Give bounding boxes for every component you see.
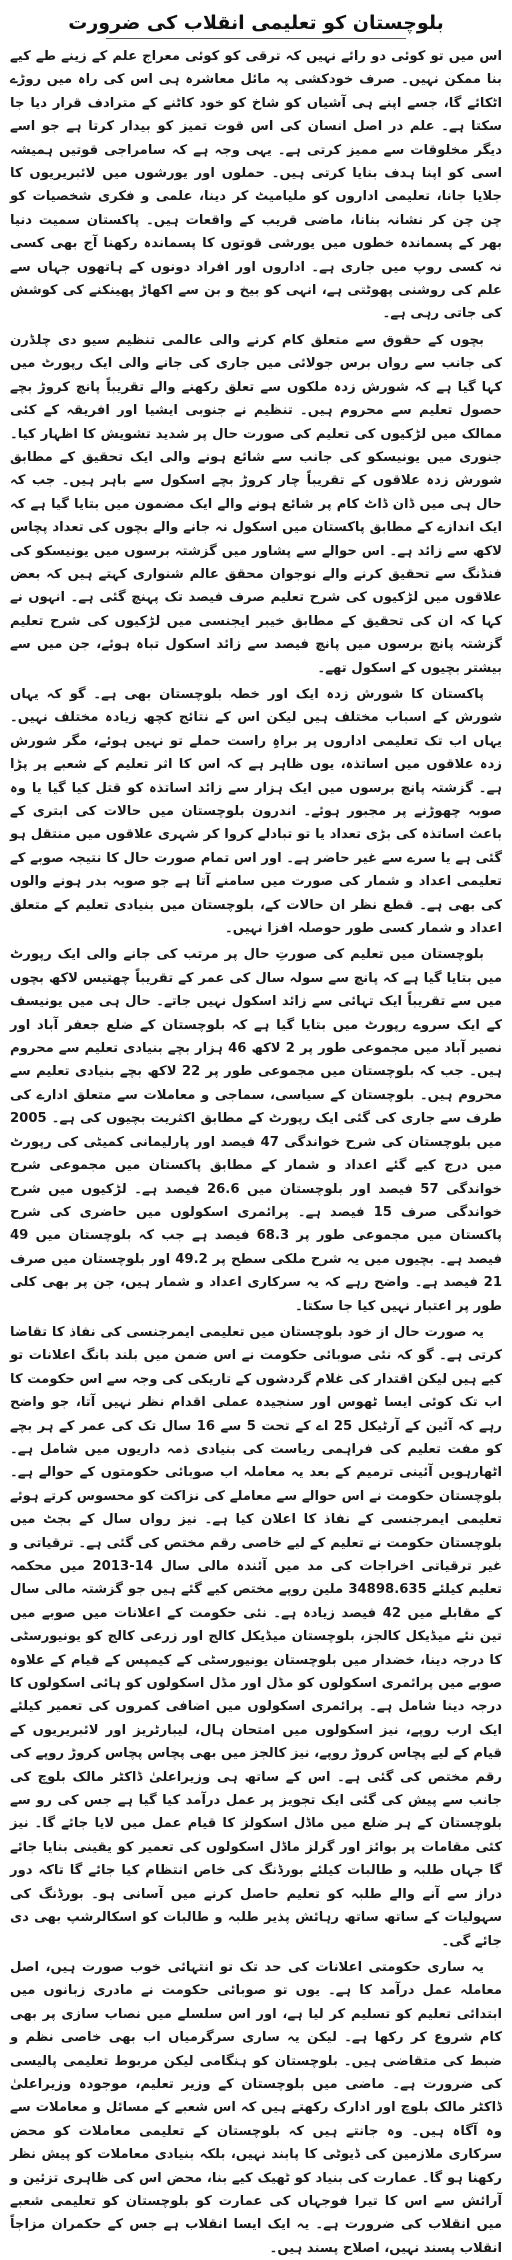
article-paragraph-6: یہ ساری حکومتی اعلانات کی حد تک تو انتہائی خوب صورت ہیں، اصل معاملہ عمل درآمد کا ہے۔ یوں تو صوبائی حکومت نے مادری زبانوں میں ابتدائی تعلیم کو تسلیم کر لیا ہے، اور اس سلسلے میں نصاب سازی پر بھی کام شروع کر رکھا ہے۔ لیکن یہ ساری سرگرمیاں اب بھی خاصی نظم و ضبط کی متقاضی ہیں۔ بلوچستان کو ہنگامی لیکن مربوط تعلیمی پالیسی کی ضرورت ہے۔ ماضی میں بلوچستان کے وزیر تعلیم، موجودہ وزیراعلیٰ ڈاکٹر مالک بلوچ اور ادارک رکھتے ہیں کہ اس شعبے کے مسائل و معاملات سے وہ آگاہ ہیں۔ وہ جانتے ہیں کہ بلوچستان کے تعلیمی معاملات کو محض سرکاری ملازمین کی ڈیوٹی کا پابند نہیں، بلکہ بنیادی معاملات کو پیش نظر رکھنا ہو گا۔ عمارت کی بنیاد کو ٹھیک کیے بنا، محض اس کی ظاہری تزئین و آرائش سے اس کا تیرا فوجہاں کی عمارت کو بلوچستان کو تعلیمی شعبے میں انقلاب کی ضرورت ہے۔ یہ ایک ایسا انقلاب ہے جس کے حکمران مزاجاً انقلاب پسند نہیں، اصلاح پسند ہیں۔	[10, 1959, 502, 2256]
article-paragraph-2: بچوں کے حقوق سے متعلق کام کرنے والی عالمی تنظیم سیو دی چلڈرن کی جانب سے رواں برس جولائی میں جاری کی جانے والی ایک رپورٹ میں کہا گیا ہے کہ شورش زدہ ملکوں سے تعلق رکھنے والے تقریباً پانچ کروڑ بچے حصول تعلیم سے محروم ہیں۔ تنظیم نے جنوبی ایشیا اور افریقہ کے کئی ممالک میں لڑکیوں کی تعلیم کی صورت حال پر شدید تشویش کا اظہار کیا۔ جنوری میں یونیسکو کی جانب سے شائع ہونے والی ایک تحقیق کے مطابق شورش زدہ علاقوں کے تقریباً چار کروڑ بچے اسکول سے باہر ہیں۔ جب کہ حال ہی میں ڈان ڈاٹ کام پر شائع ہونے والے ایک مضمون میں بتایا گیا ہے کہ ایک اندازے کے مطابق پاکستان میں اسکول نہ جانے والے بچوں کی تعداد پچاس لاکھ سے زائد ہے۔ اس حوالے سے پشاور میں گزشتہ برسوں میں یونیسکو کی فنڈنگ سے تحقیق کرنے والے نوجوان محقق عالم شنواری کہتے ہیں کہ بعض علاقوں میں لڑکیوں کی شرح تعلیم صرف فیصد تک پہنچ گئی ہے۔ انہوں نے کہا کہ ان کی تحقیق کے مطابق خیبر ایجنسی میں لڑکیوں کی شرح تعلیم گزشتہ پانچ برسوں میں پانچ فیصد سے زائد اسکول تباہ ہوئے، جن میں سے بیشتر بچیوں کے اسکول تھے۔	[10, 332, 502, 676]
article-paragraph-1: اس میں تو کوئی دو رائے نہیں کہ ترقی کو کوئی معراج علم کے زینے طے کیے بنا ممکن نہیں۔ صرف خودکشی پہ مائل معاشرہ ہی اس کی راہ میں روڑے اٹکائے گا، جسے اپنے ہی آشیاں کو شاخ کو خود کاٹنے کے مترادف قرار دیا جا سکتا ہے۔ علم در اصل انسان کی اس قوت تمیز کو بیدار کرتا ہے جو اسے دیگر مخلوقات سے ممیز کرتی ہے۔ یہی وجہ ہے کہ سامراجی قوتیں ہمیشہ اسی کو اپنا ہدف بنایا کرتی ہیں۔ حملوں اور یورشوں میں لائبریریوں کا جلایا جانا، تعلیمی اداروں کو ملیامیٹ کر دینا، علمی و فکری شخصیات کو چن چن کر نشانہ بنانا، ماضی قریب کے واقعات ہیں۔ پاکستان سمیت دنیا بھر کے پسماندہ خطوں میں یورشی قوتوں کا پسماندہ رکھنا آج بھی کسی نہ کسی روپ میں جاری ہے۔ اداروں اور افراد دونوں کے ہاتھوں جہاں سے علم کی روشنی پھوٹتی ہے، انہی کو بیخ و بن سے اکھاڑ پھینکنے کی کوشش کی جاتی رہی ہے۔	[10, 49, 502, 322]
article-paragraph-5: یہ صورت حال از خود بلوچستان میں تعلیمی ایمرجنسی کی نفاذ کا تقاضا کرتی ہے۔ گو کہ نئی صوبائی حکومت نے اس ضمن میں بلند بانگ اعلانات تو کیے ہیں لیکن اقتدار کی غلام گردشوں کے تاریکی کی وجہ سے اس حکومت کا اب تک کوئی ایسا ٹھوس اور سنجیدہ عملی اقدام نظر نہیں آتا، جو واضح رہے کہ آئین کے آرٹیکل 25 اے کے تحت 5 سے 16 سال تک کی عمر کے ہر بچے کو مفت تعلیم کی فراہمی ریاست کی بنیادی ذمہ داریوں میں شامل ہے۔ اٹھارہویں آئینی ترمیم کے بعد یہ معاملہ اب صوبائی حکومتوں کے حوالے ہے۔ بلوچستان حکومت نے اس حوالے سے معاملے کی نزاکت کو محسوس کرتے ہوئے تعلیمی ایمرجنسی کے نفاذ کا اعلان کیا ہے۔ نیز رواں سال کے بجٹ میں بلوچستان حکومت نے تعلیم کے لیے خاصی رقم مختص کی گئی ہے۔ ترقیاتی و غیر ترقیاتی اخراجات کی مد میں آئندہ مالی سال 14-2013 میں محکمہ تعلیم کیلئے 34898.635 ملین روپے مختص کیے گئے ہیں جو گزشتہ مالی سال کے مقابلے میں 42 فیصد زیادہ ہے۔ نئی حکومت کے اعلانات میں صوبے میں تین نئے میڈیکل کالجز، بلوچستان میڈیکل کالج اور زرعی کالج کو یونیورسٹی کا درجہ دینا، خضدار میں بلوچستان یونیورسٹی کے کیمپس کے قیام کے علاوہ صوبے میں پرائمری اسکولوں کو مڈل اور مڈل اسکولوں کو ہائی اسکولوں کا درجہ دینا شامل ہے۔ پرائمری اسکولوں میں اضافی کمروں کی تعمیر کیلئے ایک ارب روپے، نیز اسکولوں میں امتحان ہال، لیبارٹریز اور لائبریریوں کے قیام کے لیے پچاس کروڑ روپے، نیز کالجز میں بھی پچاس پچاس کروڑ روپے کی رقم مختص کی گئی ہے۔ اس کے ساتھ ہی وزیراعلیٰ ڈاکٹر مالک بلوچ کی جانب سے پیش کی گئی ایک تجویز پر عمل درآمد کیا گیا ہے جس کی رو سے بلوچستان کے ہر ضلع میں ماڈل اسکولز کا قیام عمل میں لایا جائے گا۔ نیز کئی مقامات پر بوائز اور گرلز ماڈل اسکولوں کی تعمیر کو یقینی بنایا جائے گا جہاں طلبہ و طالبات کیلئے بورڈنگ کی خاص انتظام کیا جائے گا تاکہ دور دراز سے آنے والے طلبہ کو تعلیم حاصل کرنے میں آسانی ہو۔ بورڈنگ کی سہولیات کے ساتھ ساتھ رہائش پذیر طلبہ و طالبات کو اسکالرشپ بھی دی جائے گی۔	[10, 1324, 502, 1949]
article-headline: بلوچستان کو تعلیمی انقلاب کی ضرورت	[68, 12, 444, 34]
article-paragraph-4: بلوچستان میں تعلیم کی صورتِ حال پر مرتب کی جانے والی ایک رپورٹ میں بتایا گیا ہے کہ پانچ سے سولہ سال کی عمر کے تقریباً چھتیس لاکھ بچوں میں سے تقریباً ایک تہائی سے زائد اسکول نہیں جاتے۔ حال ہی میں یونیسف کے ایک سروے رپورٹ میں بتایا گیا ہے کہ بلوچستان کے ضلع جعفر آباد اور نصیر آباد میں مجموعی طور پر 2 لاکھ 46 ہزار بچے بنیادی تعلیم سے محروم ہیں۔ جب کہ بلوچستان میں مجموعی طور پر 22 لاکھ بچے بنیادی تعلیم سے محروم ہیں۔ بلوچستان کے سیاسی، سماجی و معاملات سے متعلق ادارے کی طرف سے جاری کی گئی ایک رپورٹ کے مطابق اکثریت بچیوں کی ہے۔ 2005 میں بلوچستان کی شرح خواندگی 47 فیصد اور پارلیمانی کمیٹی کی رپورٹ میں درج کیے گئے اعداد و شمار کے مطابق پاکستان میں مجموعی شرح خواندگی 57 فیصد اور بلوچستان میں 26.6 فیصد ہے۔ لڑکیوں میں شرح خواندگی صرف 15 فیصد ہے۔ پرائمری اسکولوں میں حاضری کی شرح پاکستان میں مجموعی طور پر 68.3 فیصد ہے جب کہ بلوچستان میں 49 فیصد ہے۔ بچیوں میں یہ شرح ملکی سطح پر 49.2 اور بلوچستان میں صرف 21 فیصد ہے۔ واضح رہے کہ یہ سرکاری اعداد و شمار ہیں، جن پر بھی کلی طور پر اعتبار نہیں کیا جا سکتا۔	[10, 947, 502, 1314]
headline-underline	[106, 38, 406, 39]
article-body	[10, 45, 502, 2260]
article-paragraph-3: پاکستان کا شورش زدہ ایک اور خطہ بلوچستان بھی ہے۔ گو کہ یہاں شورش کے اسباب مختلف ہیں لیکن اس کے نتائج کچھ زیادہ مختلف نہیں۔ یہاں اب تک تعلیمی اداروں پر براہِ راست حملے تو نہیں ہوئے، مگر شورش زدہ علاقوں میں اساتذہ، یوں ظاہر ہے کہ اس کا اثر تعلیم کے شعبے پر پڑا ہے۔ گزشتہ پانچ برسوں میں ایک ہزار سے زائد اساتذہ کو قتل کیا گیا یا وہ صوبہ چھوڑنے پر مجبور ہوئے۔ اندرون بلوچستان میں حالات کی ابتری کے باعث اساتذہ کی بڑی تعداد یا تو تبادلے کروا کر شہری علاقوں میں منتقل ہو گئی ہے یا سرے سے غیر حاضر ہے۔ اور اس تمام صورت حال کا نتیجہ صوبے کے تعلیمی اعداد و شمار کی صورت میں سامنے آتا ہے جو صوبہ بدر ہونے والوں کی بھی ہے۔ قطع نظر ان حالات کے، بلوچستان میں بنیادی تعلیم کے متعلق اعداد و شمار کسی طور حوصلہ افزا نہیں۔	[10, 686, 502, 937]
